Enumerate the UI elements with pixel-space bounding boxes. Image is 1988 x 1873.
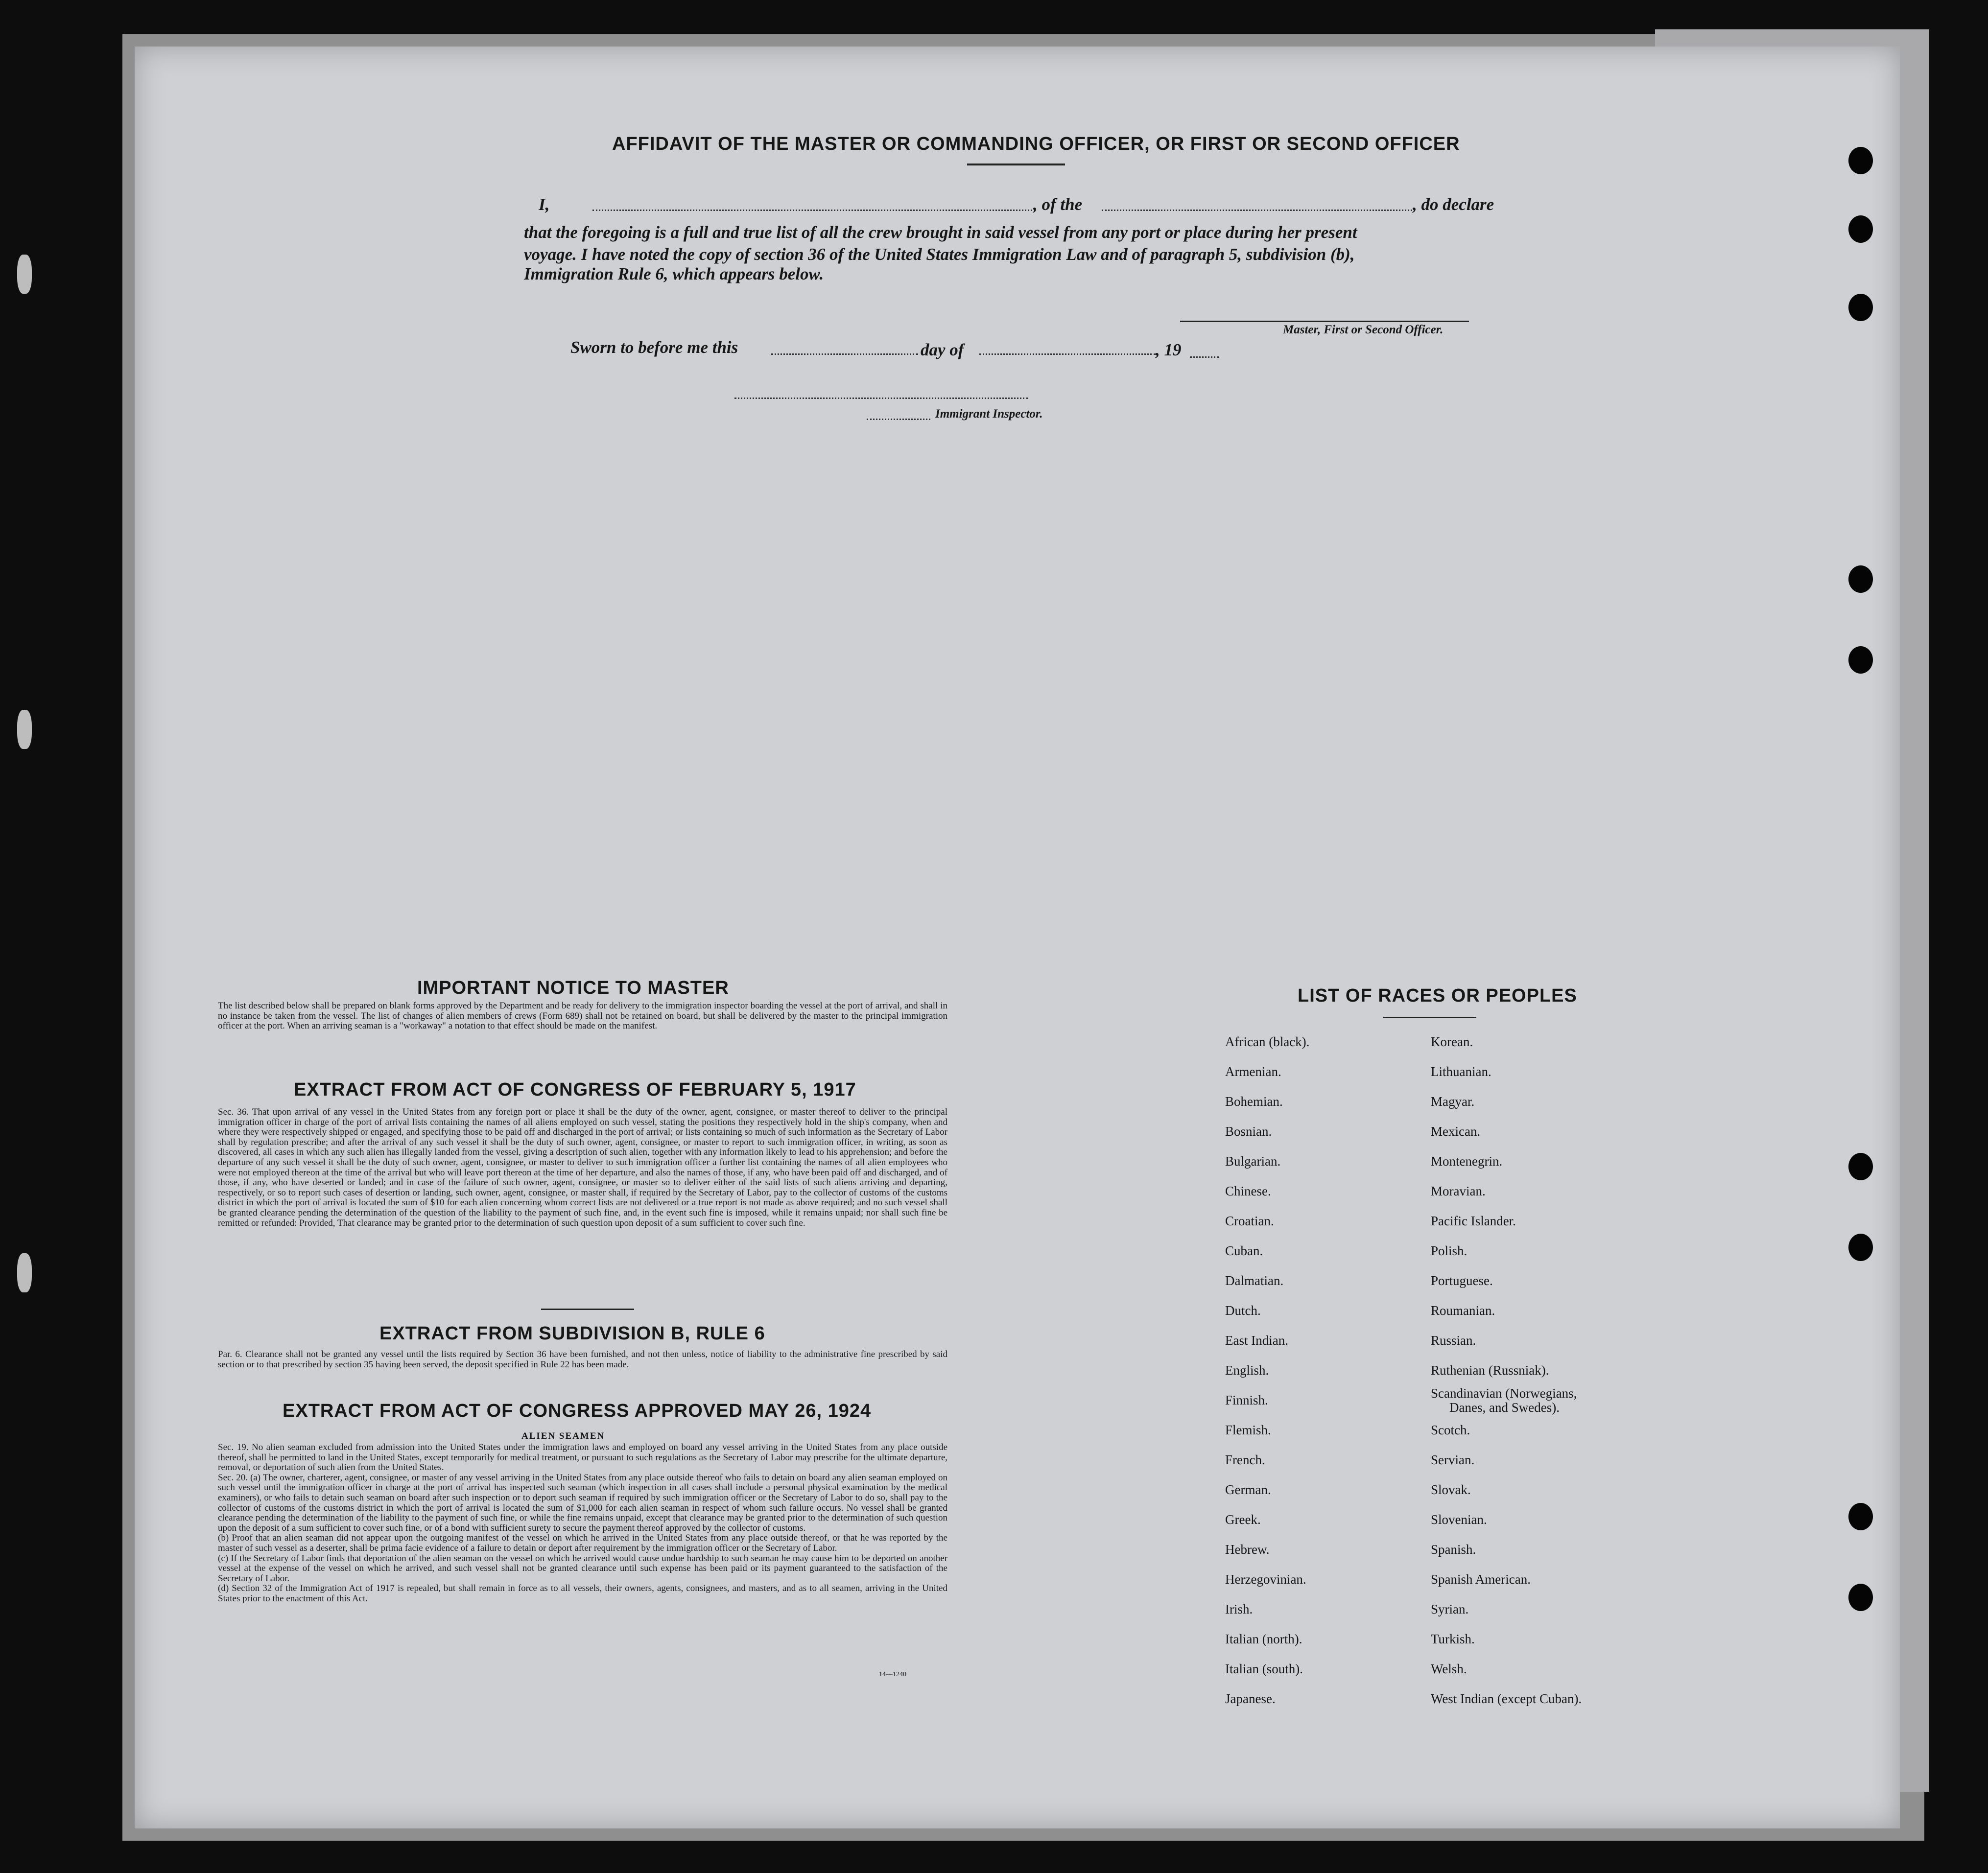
race-item: Welsh. [1431,1662,1467,1676]
race-item: Hebrew. [1225,1542,1270,1557]
extract-rule6-title: EXTRACT FROM SUBDIVISION B, RULE 6 [379,1323,765,1344]
month-blank[interactable] [979,353,1156,355]
binder-tab [17,1253,32,1292]
punch-hole [1848,1153,1873,1180]
punch-hole [1848,1234,1873,1261]
form-number: 14—1240 [879,1671,906,1678]
race-item: Scandinavian (Norwegians, [1431,1386,1577,1401]
race-item: German. [1225,1482,1271,1497]
section-20c: (c) If the Secretary of Labor finds that deportation of the alien seaman on the vessel on which he arrived would cause undue hardship to such seaman he may cause him to be deported on another vessel at the expense of the vessel on which he arrived, and such vessel shall not be granted clearance until such expense has been paid or its payment guaranteed to the satisfaction of the Secretary of Labor. [218,1553,947,1584]
day-blank[interactable] [771,353,918,355]
vessel-blank[interactable] [1102,210,1415,211]
year-label: , 19 [1156,340,1182,359]
race-item: Italian (south). [1225,1662,1303,1676]
race-item: African (black). [1225,1034,1310,1049]
divider [967,164,1065,165]
punch-hole [1848,147,1873,174]
extract-1924-body [218,1443,947,1604]
punch-hole [1848,1503,1873,1530]
race-item: French. [1225,1452,1265,1467]
notice-body: The list described below shall be prepared on blank forms approved by the Department and be ready for delivery to the immigration inspector boarding the vessel at the port of arrival, and shall in no instance be taken from the vessel. The list of changes of alien members of crews (Form 689) shall not be retained on board, but shall be delivered by the master to the principal immigration officer at the port. When an arriving seaman is a "workaway" a notation to that effect should be made on the manifest. [218,1001,947,1031]
extract-1917-body: Sec. 36. That upon arrival of any vessel in the United States from any foreign port or place it shall be the duty of the owner, agent, consignee, or master thereof to deliver to the principal immigration officer in charge of the port of arrival lists containing the names of all aliens employed on such vessel, stating the positions they respectively hold in the ship's company, when and where they were respectively shipped or engaged, and specifying those to be paid off and discharged in the port of arrival; or lists containing so much of such information as the Secretary of Labor shall by regulation prescribe; and after the arrival of any such vessel it shall be the duty of such owner, agent, consignee, or master to report to such immigration officer, in writing, as soon as discovered, all cases in which any such alien has illegally landed from the vessel, giving a description of such alien, together with any information likely to lead to his apprehension; and before the departure of any such vessel it shall be the duty of such owner, agent, consignee, or master to deliver to such immigration officer a further list containing the names of all alien employees who were not employed thereon at the time of the arrival but who will leave port thereon at the time of her departure, and also the names of those, if any, who have been paid off and discharged, and of those, if any, who have deserted or landed; and in case of the failure of such owner, agent, consignee, or master so to deliver either of the said lists of such aliens arriving and departing, respectively, or so to report such cases of desertion or landing, such owner, agent, consignee, or master shall, if required by the Secretary of Labor, pay to the collector of customs of the customs district in which the port of arrival is located the sum of $10 for each alien concerning whom correct lists are not delivered or a true report is not made as above required; and no such vessel shall be granted clearance pending the determination of the question of the liability to the payment of such fine, and, in the event such fine is imposed, while it remains unpaid; nor shall such fine be remitted or refunded: Provided, That clearance may be granted prior to the determination of such question upon deposit of a sum sufficient to cover such fine. [218,1107,947,1228]
extract-1924-title: EXTRACT FROM ACT OF CONGRESS APPROVED MAY 26, 1924 [283,1401,872,1421]
race-item: Armenian. [1225,1064,1281,1079]
section-20b: (b) Proof that an alien seaman did not appear upon the outgoing manifest of the vessel on which he arrived in the United States from any place outside thereof, or that he was reported by the master of such vessel as a deserter, shall be prima facie evidence of a failure to detain or deport after requirement by the immigration officer or the Secretary of Labor. [218,1533,947,1553]
race-item: Dutch. [1225,1303,1261,1318]
inspector-label: Immigrant Inspector. [935,407,1043,421]
race-item: Korean. [1431,1034,1473,1049]
extract-1924-subtitle: ALIEN SEAMEN [521,1431,605,1441]
race-item: Russian. [1431,1333,1476,1348]
race-item: Roumanian. [1431,1303,1495,1318]
race-item: Spanish American. [1431,1572,1531,1587]
binder-tab [17,710,32,749]
race-item: Irish. [1225,1602,1253,1616]
punch-hole [1848,1584,1873,1611]
race-item: Lithuanian. [1431,1064,1491,1079]
races-title: LIST OF RACES OR PEOPLES [1298,985,1577,1006]
race-item: Magyar. [1431,1094,1475,1109]
inspector-signature-line[interactable] [734,398,1028,399]
race-item: Syrian. [1431,1602,1469,1616]
race-item: Polish. [1431,1243,1467,1258]
race-item: Cuban. [1225,1243,1263,1258]
sworn-label: Sworn to before me this [570,338,738,357]
year-blank[interactable] [1190,356,1219,358]
notice-title: IMPORTANT NOTICE TO MASTER [417,978,729,998]
punch-hole [1848,646,1873,674]
affidavit-declare-label: , do declare [1413,195,1494,214]
race-item: Finnish. [1225,1393,1268,1407]
extract-rule6-body: Par. 6. Clearance shall not be granted any vessel until the lists required by Section 36 have been furnished, and not then unless, notice of liability to the administrative fine prescribed by said section or to that prescribed by section 35 having been served, the deposit specified in Rule 22 has been made. [218,1349,947,1370]
punch-hole [1848,565,1873,593]
race-item: Chinese. [1225,1184,1271,1198]
race-item: Bulgarian. [1225,1154,1281,1169]
race-item: Japanese. [1225,1691,1276,1706]
race-item: Dalmatian. [1225,1273,1284,1288]
section-20d: (d) Section 32 of the Immigration Act of 1917 is repealed, but shall remain in force as to all vessels, their owners, agents, consignees, and masters, and as to all seamen, arriving in the United States prior to the enactment of this Act. [218,1583,947,1604]
race-item: Flemish. [1225,1423,1271,1437]
affidavit-line-4: Immigration Rule 6, which appears below. [524,264,824,283]
race-item: Italian (north). [1225,1632,1302,1646]
divider [1383,1017,1476,1018]
race-item: Montenegrin. [1431,1154,1503,1169]
punch-hole [1848,294,1873,321]
race-item: Slovenian. [1431,1512,1487,1527]
affidavit-of-the-label: , of the [1033,195,1083,214]
master-signature-label: Master, First or Second Officer. [1283,323,1444,336]
name-blank[interactable] [592,210,1036,211]
race-item: Slovak. [1431,1482,1471,1497]
race-item: Ruthenian (Russniak). [1431,1363,1549,1378]
race-item: Portuguese. [1431,1273,1493,1288]
inspector-dot-leader [867,419,930,420]
race-item: Croatian. [1225,1214,1274,1228]
affidavit-title: AFFIDAVIT OF THE MASTER OR COMMANDING OFFICER, OR FIRST OR SECOND OFFICER [612,134,1460,154]
race-item: Bohemian. [1225,1094,1283,1109]
race-item: Mexican. [1431,1124,1481,1139]
race-item: Turkish. [1431,1632,1475,1646]
divider [541,1309,634,1310]
punch-hole [1848,215,1873,243]
race-item: West Indian (except Cuban). [1431,1691,1582,1706]
race-item: Spanish. [1431,1542,1476,1557]
race-item: Scotch. [1431,1423,1470,1437]
affidavit-line-3: voyage. I have noted the copy of section 36 of the United States Immigration Law and of paragraph 5, subdivision (b), [524,245,1355,264]
binder-tab [17,255,32,294]
affidavit-line-2: that the foregoing is a full and true list of all the crew brought in said vessel from any port or place during her present [524,223,1357,242]
master-signature-line[interactable] [1180,321,1469,322]
day-of-label: day of [921,340,964,359]
section-19: Sec. 19. No alien seaman excluded from admission into the United States under the immigration laws and employed on board any vessel arriving in the United States from any place outside thereof, shall be permitted to land in the United States, except temporarily for medical treatment, or pursuant to such regulations as the Secretary of Labor may prescribe for the ultimate departure, removal, or deportation of such alien from the United States. [218,1442,947,1473]
section-20a: Sec. 20. (a) The owner, charterer, agent, consignee, or master of any vessel arriving in the United States from any place outside thereof who fails to detain on board any alien seaman employed on such vessel until the immigration officer in charge at the port of arrival has inspected such seaman (which inspection in all cases shall include a personal physical examination by the medical examiners), or who fails to detain such seaman on board after such inspection or to deport such seaman if required by such immigration officer or the Secretary of Labor to do so, shall pay to the collector of customs of the customs district in which the port of arrival is located the sum of $1,000 for each alien seaman in respect of whom such failure occurs. No vessel shall be granted clearance pending the determination of the liability to the payment of such fine, or while the fine remains unpaid, except that clearance may be granted prior to the determination of such question upon the deposit of a sum sufficient to cover such fine, or of a bond with sufficient surety to secure the payment thereof approved by the collector of customs. [218,1472,947,1533]
affidavit-i-label: I, [539,195,550,214]
race-item: English. [1225,1363,1269,1378]
race-item: Herzegovinian. [1225,1572,1306,1587]
extract-1917-title: EXTRACT FROM ACT OF CONGRESS OF FEBRUARY 5, 1917 [294,1079,856,1100]
race-item-continued: Danes, and Swedes). [1449,1400,1560,1415]
race-item: Greek. [1225,1512,1261,1527]
race-item: East Indian. [1225,1333,1288,1348]
race-item: Bosnian. [1225,1124,1272,1139]
race-item: Pacific Islander. [1431,1214,1516,1228]
race-item: Servian. [1431,1452,1475,1467]
race-item: Moravian. [1431,1184,1486,1198]
